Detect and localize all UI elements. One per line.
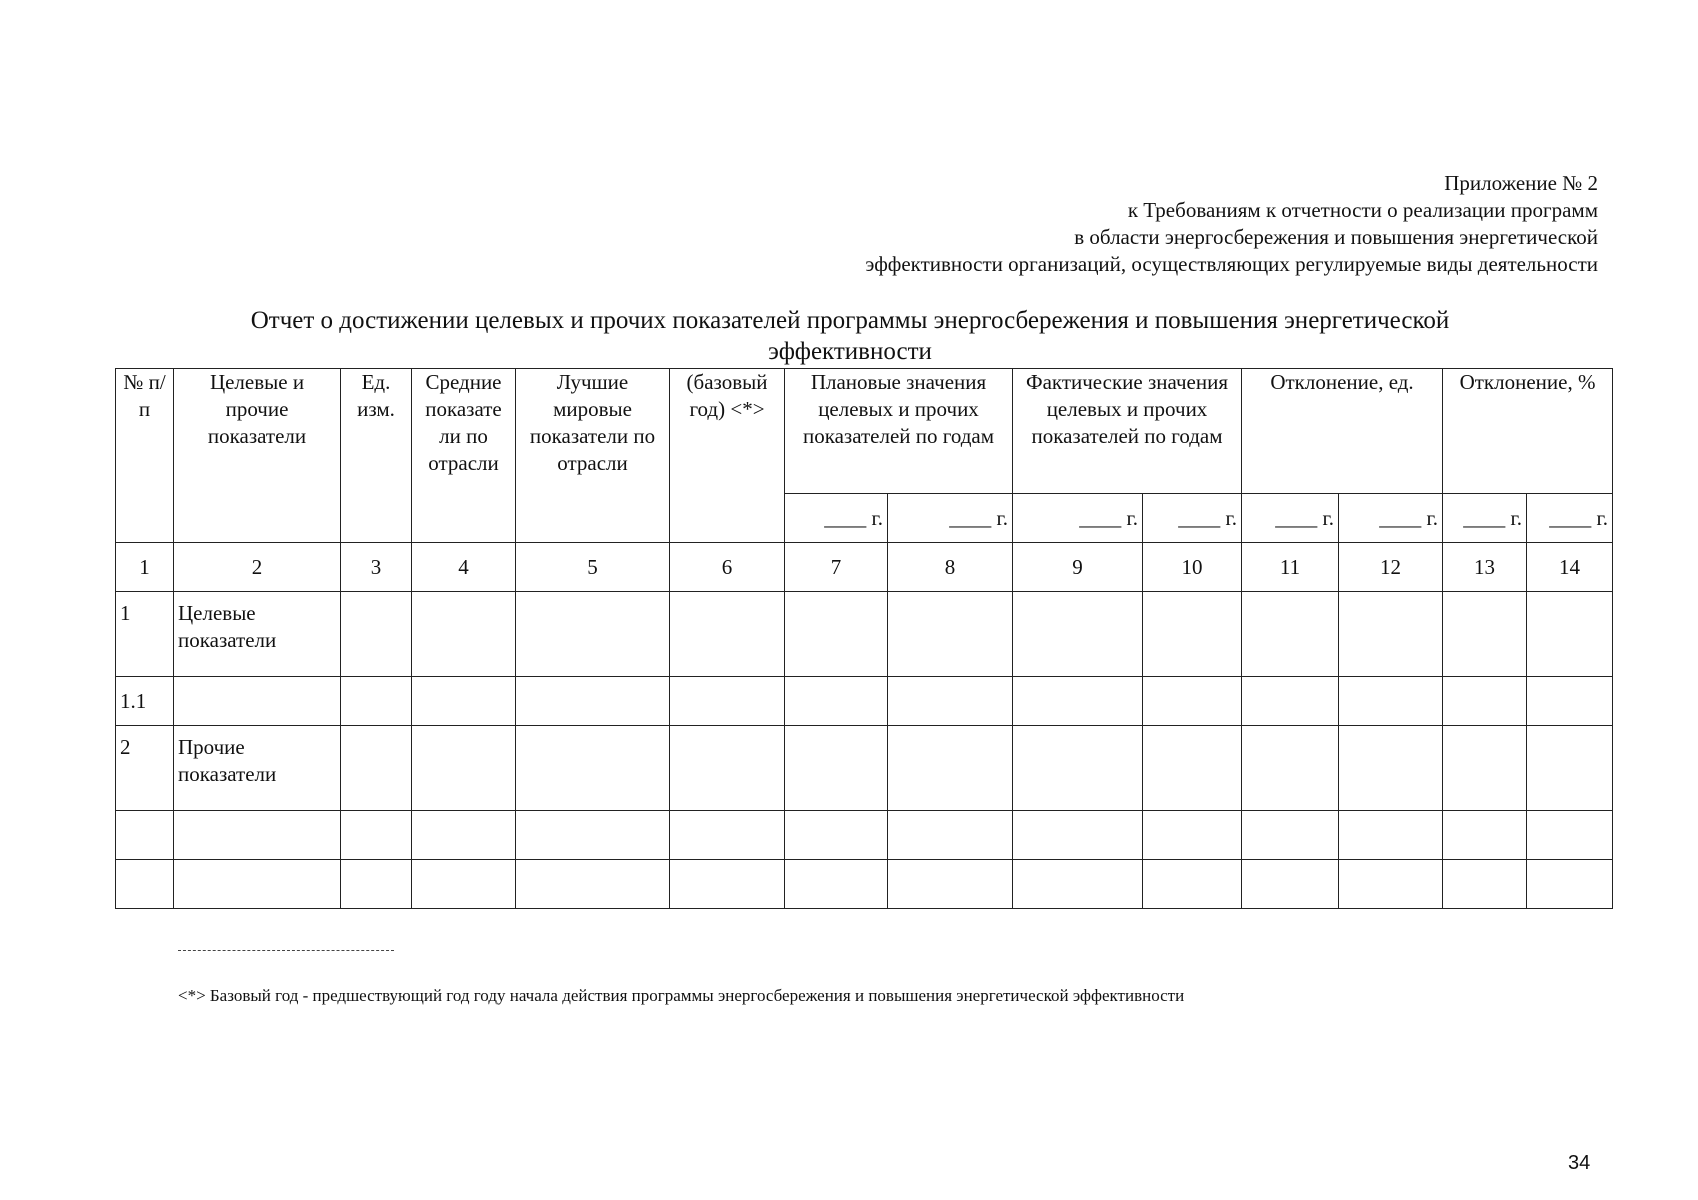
year-cell: ____ г. xyxy=(1013,494,1143,543)
column-number: 11 xyxy=(1242,543,1339,592)
row-number: 1.1 xyxy=(116,677,174,726)
table-cell xyxy=(1443,677,1527,726)
appendix-line-4: эффективности организаций, осуществляющих регулируемые виды деятельности xyxy=(865,252,1598,276)
table-cell xyxy=(1527,592,1613,677)
header-planned-values: Плановые значения целевых и прочих показателей по годам xyxy=(785,369,1013,494)
table-cell xyxy=(670,860,785,909)
table-cell xyxy=(412,811,516,860)
page-number: 34 xyxy=(1568,1152,1591,1174)
appendix-line-3: в области энергосбережения и повышения энергетической xyxy=(1074,225,1598,249)
table-cell xyxy=(412,860,516,909)
header-industry-average: Средние показате ли по отрасли xyxy=(412,369,516,543)
row-number: 1 xyxy=(116,592,174,677)
row-number: 2 xyxy=(116,726,174,811)
table-cell xyxy=(1527,860,1613,909)
table-cell xyxy=(1242,860,1339,909)
table-cell xyxy=(1339,592,1443,677)
table-cell xyxy=(1013,592,1143,677)
table-row xyxy=(116,860,1613,909)
table-cell xyxy=(888,811,1013,860)
column-number: 10 xyxy=(1143,543,1242,592)
appendix-line-2: к Требованиям к отчетности о реализации программ xyxy=(1127,198,1598,222)
appendix-line-1: Приложение № 2 xyxy=(1444,171,1598,195)
column-number: 9 xyxy=(1013,543,1143,592)
column-number: 8 xyxy=(888,543,1013,592)
table-cell xyxy=(888,726,1013,811)
year-cell: ____ г. xyxy=(785,494,888,543)
column-number: 1 xyxy=(116,543,174,592)
table-row xyxy=(116,811,1613,860)
table-cell xyxy=(341,677,412,726)
year-cell: ____ г. xyxy=(1527,494,1613,543)
header-num: № п/п xyxy=(116,369,174,543)
header-world-best: Лучшие мировые показатели по отрасли xyxy=(516,369,670,543)
appendix-header xyxy=(865,170,1598,278)
row-indicator-name xyxy=(174,811,341,860)
table-cell xyxy=(1443,811,1527,860)
table-cell xyxy=(888,592,1013,677)
year-cell: ____ г. xyxy=(1443,494,1527,543)
table-cell xyxy=(1143,677,1242,726)
table-cell xyxy=(670,726,785,811)
table-cell xyxy=(412,592,516,677)
row-indicator-name xyxy=(174,860,341,909)
table-cell xyxy=(1242,811,1339,860)
table-cell xyxy=(516,677,670,726)
table-cell xyxy=(1143,811,1242,860)
table-cell xyxy=(1013,726,1143,811)
year-cell: ____ г. xyxy=(1143,494,1242,543)
table-cell xyxy=(1527,811,1613,860)
table-cell xyxy=(1443,726,1527,811)
header-unit: Ед. изм. xyxy=(341,369,412,543)
report-title-line-1: Отчет о достижении целевых и прочих показателей программы энергосбережения и повышения энергетической xyxy=(250,307,1450,334)
table-row xyxy=(116,677,1613,726)
table-cell xyxy=(1242,592,1339,677)
year-cell: ____ г. xyxy=(1339,494,1443,543)
row-number xyxy=(116,860,174,909)
table-cell xyxy=(1013,677,1143,726)
row-number xyxy=(116,811,174,860)
column-number: 14 xyxy=(1527,543,1613,592)
header-deviation-units: Отклонение, ед. xyxy=(1242,369,1443,494)
table-cell xyxy=(341,592,412,677)
header-actual-values: Фактические значения целевых и прочих показателей по годам xyxy=(1013,369,1242,494)
column-number: 3 xyxy=(341,543,412,592)
table-cell xyxy=(1339,677,1443,726)
column-number: 13 xyxy=(1443,543,1527,592)
table-cell xyxy=(1339,860,1443,909)
table-cell xyxy=(516,726,670,811)
table-cell xyxy=(412,726,516,811)
header-row xyxy=(116,369,1613,494)
header-deviation-percent: Отклонение, % xyxy=(1443,369,1613,494)
table-cell xyxy=(1242,677,1339,726)
table-cell xyxy=(516,811,670,860)
table-row xyxy=(116,726,1613,811)
table-cell xyxy=(1143,592,1242,677)
table-row xyxy=(116,592,1613,677)
table-cell xyxy=(670,677,785,726)
row-indicator-name: Прочие показатели xyxy=(174,726,341,811)
table-cell xyxy=(785,592,888,677)
table-cell xyxy=(785,860,888,909)
column-number: 2 xyxy=(174,543,341,592)
column-number: 12 xyxy=(1339,543,1443,592)
report-title xyxy=(120,305,1580,367)
table-cell xyxy=(1143,726,1242,811)
report-title-line-2: эффективности xyxy=(768,338,932,365)
footnote: <*> Базовый год - предшествующий год году начала действия программы энергосбережения и повышения энергетической эффективности xyxy=(178,986,1185,1005)
header-indicators: Целевые и прочие показатели xyxy=(174,369,341,543)
table-cell xyxy=(670,811,785,860)
table-cell xyxy=(785,677,888,726)
row-indicator-name xyxy=(174,677,341,726)
row-indicator-name: Целевые показатели xyxy=(174,592,341,677)
header-base-year: (базовый год) <*> xyxy=(670,369,785,543)
table-cell xyxy=(1143,860,1242,909)
column-number: 5 xyxy=(516,543,670,592)
table-cell xyxy=(888,677,1013,726)
year-cell: ____ г. xyxy=(888,494,1013,543)
table-cell xyxy=(516,592,670,677)
report-table xyxy=(115,368,1613,909)
table-cell xyxy=(341,726,412,811)
column-number: 6 xyxy=(670,543,785,592)
table-cell xyxy=(888,860,1013,909)
table-cell xyxy=(1013,860,1143,909)
table-cell xyxy=(1527,677,1613,726)
table-cell xyxy=(1339,726,1443,811)
table-cell xyxy=(1527,726,1613,811)
table-cell xyxy=(1443,860,1527,909)
table-cell xyxy=(785,811,888,860)
table-cell xyxy=(1443,592,1527,677)
table-cell xyxy=(341,811,412,860)
table-cell xyxy=(670,592,785,677)
footnote-divider xyxy=(178,950,394,951)
table-cell xyxy=(1013,811,1143,860)
table-cell xyxy=(1242,726,1339,811)
column-number: 7 xyxy=(785,543,888,592)
table-cell xyxy=(516,860,670,909)
column-number-row xyxy=(116,543,1613,592)
table-cell xyxy=(785,726,888,811)
table-cell xyxy=(412,677,516,726)
column-number: 4 xyxy=(412,543,516,592)
table-cell xyxy=(1339,811,1443,860)
table-cell xyxy=(341,860,412,909)
year-cell: ____ г. xyxy=(1242,494,1339,543)
